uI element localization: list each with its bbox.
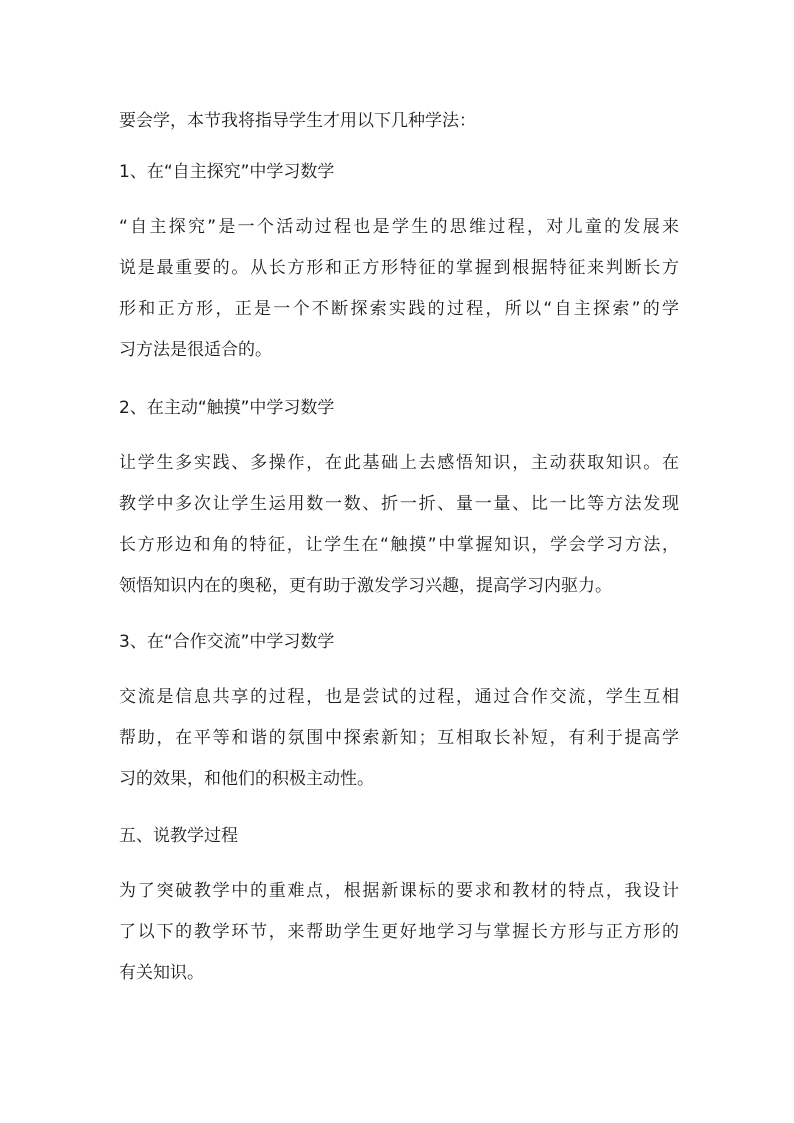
paragraph-1-line-1: “自主探究”是一个活动过程也是学生的思维过程，对儿童的发展来 (119, 217, 679, 237)
paragraph-1-line-2: 说是最重要的。从长方形和正方形特征的掌握到根据特征来判断长方 (119, 258, 679, 278)
paragraph-3-line-3: 习的效果，和他们的积极主动性。 (119, 769, 374, 789)
paragraph-2-line-2: 教学中多次让学生运用数一数、折一折、量一量、比一比等方法发现 (119, 494, 679, 514)
section-heading: 五、说教学过程 (119, 826, 238, 846)
paragraph-4-line-2: 了以下的教学环节，来帮助学生更好地学习与掌握长方形与正方形的 (119, 922, 679, 942)
paragraph-1-line-4: 习方法是很适合的。 (119, 340, 272, 360)
paragraph-4-line-1: 为了突破教学中的重难点，根据新课标的要求和教材的特点，我设计 (119, 881, 679, 901)
heading-3: 3、在“合作交流”中学习数学 (119, 632, 335, 652)
paragraph-2-line-1: 让学生多实践、多操作，在此基础上去感悟知识，主动获取知识。在 (119, 453, 679, 473)
paragraph-3-line-2: 帮助，在平等和谐的氛围中探索新知；互相取长补短，有利于提高学 (119, 728, 679, 748)
paragraph-1-line-3: 形和正方形，正是一个不断探索实践的过程，所以“自主探索”的学 (119, 299, 679, 319)
paragraph-4-line-3: 有关知识。 (119, 963, 204, 983)
heading-1: 1、在“自主探究”中学习数学 (119, 162, 335, 182)
paragraph-2-line-3: 长方形边和角的特征，让学生在“触摸”中掌握知识，学会学习方法， (119, 535, 679, 555)
paragraph-3-line-1: 交流是信息共享的过程，也是尝试的过程，通过合作交流，学生互相 (119, 687, 679, 707)
heading-2: 2、在主动“触摸”中学习数学 (119, 398, 335, 418)
paragraph-2-line-4: 领悟知识内在的奥秘，更有助于激发学习兴趣，提高学习内驱力。 (119, 576, 612, 596)
intro-line: 要会学，本节我将指导学生才用以下几种学法： (119, 111, 476, 131)
